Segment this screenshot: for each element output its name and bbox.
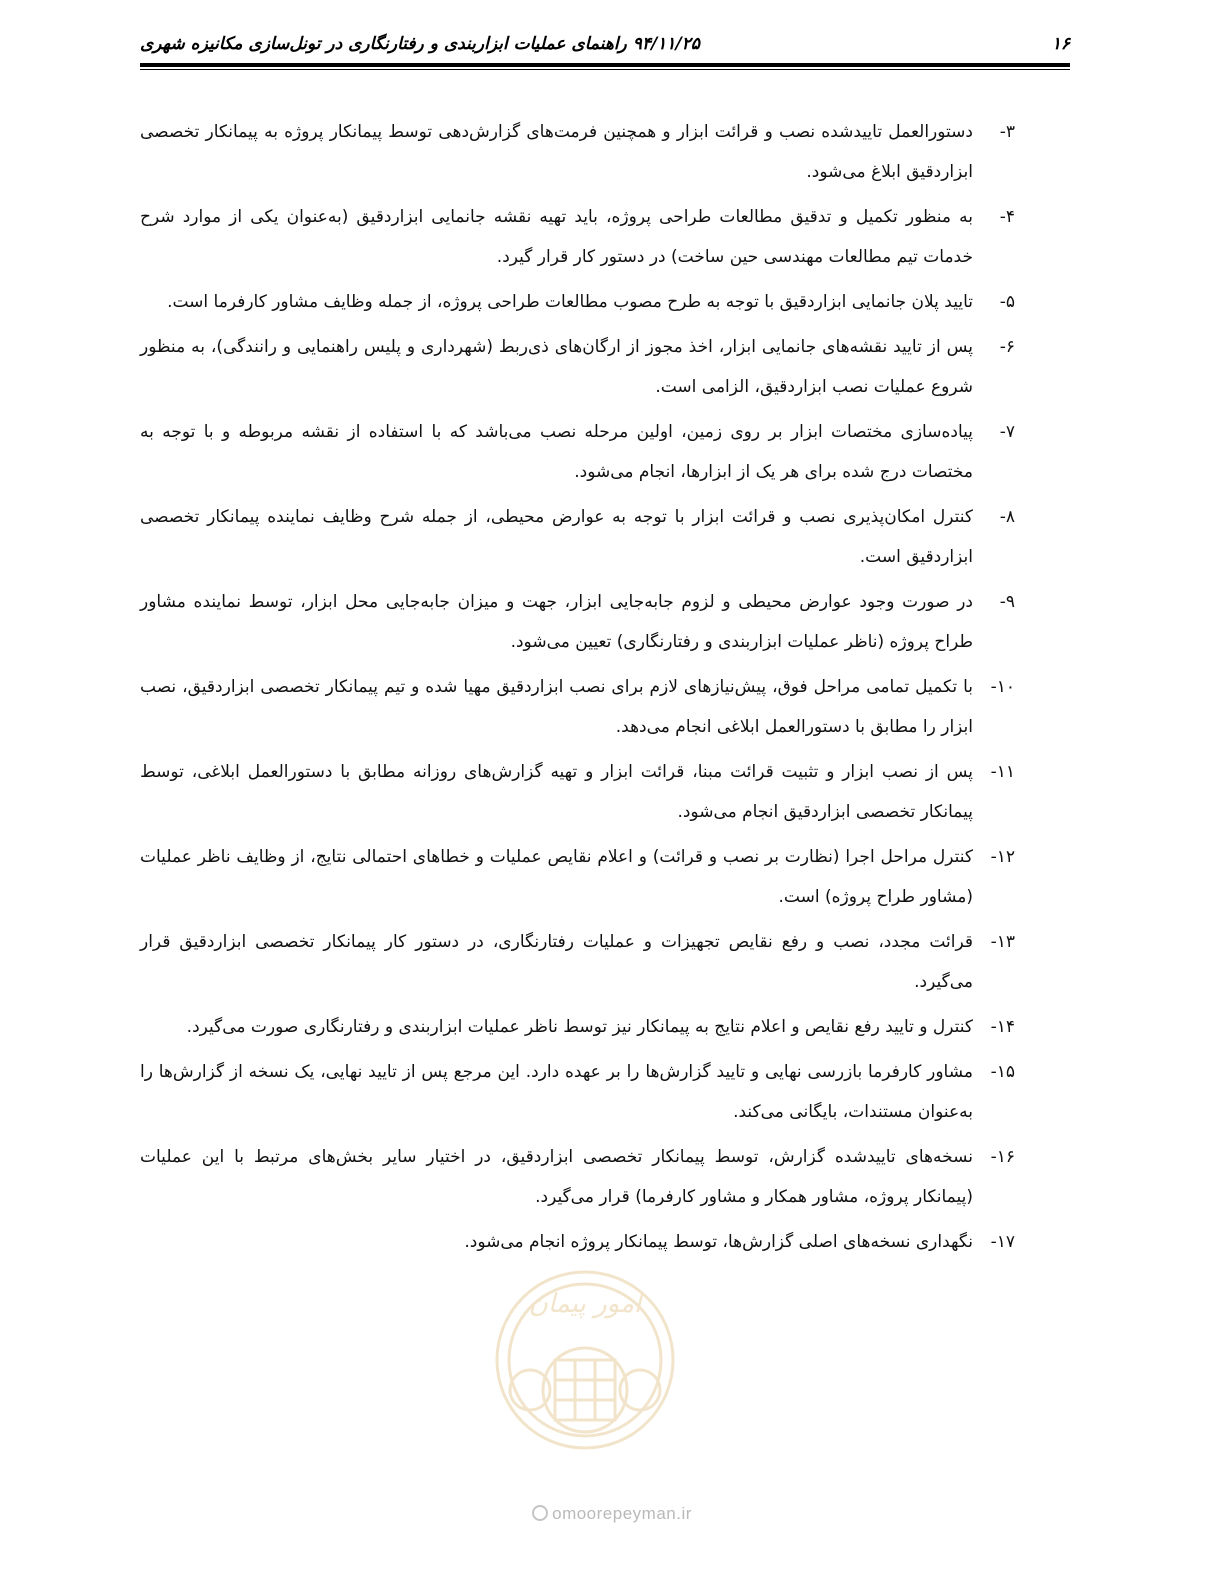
- numbered-list: [140, 112, 1015, 1267]
- item-text: قرائت مجدد، نصب و رفع نقایص تجهیزات و عملیات رفتارنگاری، در دستور کار پیمانکار تخصصی ابزاردقیق قرار می‌گیرد.: [140, 932, 973, 992]
- omoorepeyman-seal-icon: [485, 1240, 685, 1460]
- list-item: [140, 327, 1015, 407]
- item-text: دستورالعمل تاییدشده نصب و قرائت ابزار و همچنین فرمت‌های گزارش‌دهی توسط پیمانکار پروژه به پیمانکار تخصصی ابزاردقیق ابلاغ می‌شود.: [140, 122, 973, 182]
- item-text: کنترل امکان‌پذیری نصب و قرائت ابزار با توجه به عوارض محیطی، از جمله شرح وظایف نماینده پیمانکار تخصصی ابزاردقیق است.: [140, 507, 973, 567]
- item-number: ۱۲-: [990, 847, 1015, 867]
- list-item: [140, 412, 1015, 492]
- header-rule-thin: [140, 69, 1070, 70]
- item-number: ۶-: [999, 337, 1015, 357]
- header-rule-thick: [140, 63, 1070, 67]
- item-text: تایید پلان جانمایی ابزاردقیق با توجه به طرح مصوب مطالعات طراحی پروژه، از جمله وظایف مشاور کارفرما است.: [167, 292, 973, 312]
- item-number: ۱۴-: [990, 1017, 1015, 1037]
- item-text: نگهداری نسخه‌های اصلی گزارش‌ها، توسط پیمانکار پروژه انجام می‌شود.: [464, 1232, 973, 1252]
- list-item: [140, 667, 1015, 747]
- list-item: [140, 1052, 1015, 1132]
- list-item: [140, 1007, 1015, 1047]
- list-item: [140, 197, 1015, 277]
- item-text: در صورت وجود عوارض محیطی و لزوم جابه‌جایی ابزار، جهت و میزان جابه‌جایی محل ابزار، توسط نماینده مشاور طراح پروژه (ناظر عملیات ابزاربندی و رفتارنگاری) تعیین می‌شود.: [140, 592, 973, 652]
- item-text: پس از نصب ابزار و تثبیت قرائت مبنا، قرائت ابزار و تهیه گزارش‌های روزانه مطابق با دستورالعمل ابلاغی، توسط پیمانکار تخصصی ابزاردقیق انجام می‌شود.: [140, 762, 973, 822]
- item-number: ۱۳-: [990, 932, 1015, 952]
- item-text: با تکمیل تمامی مراحل فوق، پیش‌نیازهای لازم برای نصب ابزاردقیق مهیا شده و تیم پیمانکار تخصصی ابزاردقیق، نصب ابزار را مطابق با دستورالعمل ابلاغی انجام می‌دهد.: [140, 677, 973, 737]
- list-item: [140, 282, 1015, 322]
- item-number: ۱۵-: [990, 1062, 1015, 1082]
- list-item: [140, 922, 1015, 1002]
- item-text: نسخه‌های تاییدشده گزارش، توسط پیمانکار تخصصی ابزاردقیق، در اختیار سایر بخش‌های مرتبط با این عملیات (پیمانکار پروژه، مشاور همکار و مشاور کارفرما) قرار می‌گیرد.: [140, 1147, 973, 1207]
- footer-url-text: omoorepeyman.ir: [552, 1504, 692, 1523]
- page-header: [140, 28, 1070, 60]
- document-title: ۹۴/۱۱/۲۵ راهنمای عملیات ابزاربندی و رفتارنگاری در تونل‌سازی مکانیزه شهری: [140, 34, 700, 54]
- item-number: ۳-: [999, 122, 1015, 142]
- item-text: کنترل مراحل اجرا (نظارت بر نصب و قرائت) و اعلام نقایص عملیات و خطاهای احتمالی نتایج، از وظایف ناظر عملیات (مشاور طراح پروژه) است.: [140, 847, 973, 907]
- list-item: [140, 752, 1015, 832]
- list-item: [140, 582, 1015, 662]
- site-logo-icon: [532, 1505, 548, 1521]
- item-number: ۴-: [999, 207, 1015, 227]
- item-number: ۱۰-: [990, 677, 1015, 697]
- item-text: مشاور کارفرما بازرسی نهایی و تایید گزارش‌ها را بر عهده دارد. این مرجع پس از تایید نهایی، یک نسخه از گزارش‌ها را به‌عنوان مستندات، بایگانی می‌کند.: [140, 1062, 973, 1122]
- list-item: [140, 497, 1015, 577]
- list-item: [140, 1222, 1015, 1262]
- list-item: [140, 112, 1015, 192]
- item-text: به منظور تکمیل و تدقیق مطالعات طراحی پروژه، باید تهیه نقشه جانمایی ابزاردقیق (به‌عنوان یکی از موارد شرح خدمات تیم مطالعات مهندسی حین ساخت) در دستور کار قرار گیرد.: [140, 207, 973, 267]
- item-text: پس از تایید نقشه‌های جانمایی ابزار، اخذ مجوز از ارگان‌های ذی‌ربط (شهرداری و پلیس راهنمایی و رانندگی)، به منظور شروع عملیات نصب ابزاردقیق، الزامی است.: [140, 337, 973, 397]
- footer-url: [0, 1504, 1224, 1524]
- list-item: [140, 837, 1015, 917]
- list-item: [140, 1137, 1015, 1217]
- item-number: ۸-: [999, 507, 1015, 527]
- item-number: ۷-: [999, 422, 1015, 442]
- item-text: کنترل و تایید رفع نقایص و اعلام نتایج به پیمانکار نیز توسط ناظر عملیات ابزاربندی و رفتارنگاری صورت می‌گیرد.: [186, 1017, 973, 1037]
- item-text: پیاده‌سازی مختصات ابزار بر روی زمین، اولین مرحله نصب می‌باشد که با استفاده از نقشه مربوطه و با توجه به مختصات درج شده برای هر یک از ابزارها، انجام می‌شود.: [140, 422, 973, 482]
- item-number: ۱۱-: [990, 762, 1015, 782]
- item-number: ۹-: [999, 592, 1015, 612]
- item-number: ۱۷-: [990, 1232, 1015, 1252]
- item-number: ۱۶-: [990, 1147, 1015, 1167]
- watermark-text: امور پیمان: [528, 1289, 642, 1319]
- item-number: ۵-: [999, 292, 1015, 312]
- page-number: ۱۶: [1051, 34, 1070, 54]
